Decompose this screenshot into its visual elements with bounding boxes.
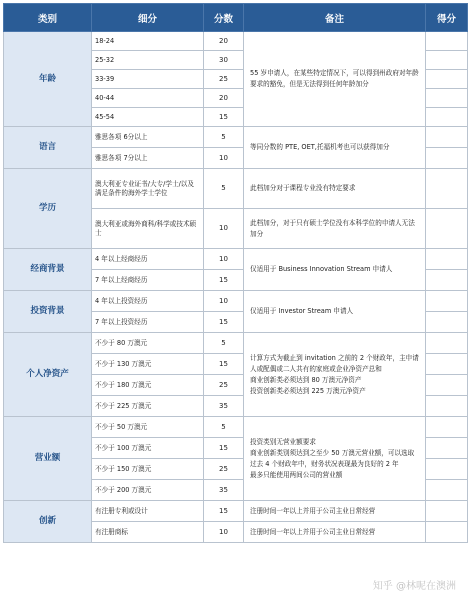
points-cell: 10	[204, 249, 244, 270]
header-category: 类别	[4, 4, 92, 32]
points-cell: 15	[204, 438, 244, 459]
score-cell[interactable]	[426, 209, 468, 249]
note-cell: 此档加分对于课程专业没有特定要求	[244, 169, 426, 209]
note-line: 最多只能使用两间公司的营业额	[250, 470, 343, 479]
score-cell[interactable]	[426, 522, 468, 543]
points-cell: 20	[204, 89, 244, 108]
header-notes: 备注	[244, 4, 426, 32]
score-cell[interactable]	[426, 148, 468, 169]
note-turnover	[244, 417, 426, 501]
table-row	[4, 501, 468, 522]
score-cell[interactable]	[426, 291, 468, 312]
note-cell: 此档加分，对于只有硕士学位没有本科学位的申请人无法加分	[244, 209, 426, 249]
note-line: 投资类别无营业额要求	[250, 437, 316, 446]
score-cell[interactable]	[426, 354, 468, 375]
subitem-cell: 有注册专利或设计	[92, 501, 204, 522]
points-cell: 5	[204, 417, 244, 438]
points-cell: 5	[204, 333, 244, 354]
category-business: 经商背景	[4, 249, 92, 291]
category-language: 语言	[4, 127, 92, 169]
note-net-assets	[244, 333, 426, 417]
points-cell: 15	[204, 270, 244, 291]
points-cell: 25	[204, 375, 244, 396]
subitem-cell: 雅思各项 6分以上	[92, 127, 204, 148]
score-cell[interactable]	[426, 70, 468, 89]
subitem-cell: 不少于 150 万澳元	[92, 459, 204, 480]
category-age: 年龄	[4, 32, 92, 127]
points-cell: 5	[204, 127, 244, 148]
score-cell[interactable]	[426, 108, 468, 127]
points-cell: 35	[204, 396, 244, 417]
score-cell[interactable]	[426, 51, 468, 70]
table-row	[4, 169, 468, 209]
table-row	[4, 127, 468, 148]
score-cell[interactable]	[426, 333, 468, 354]
points-cell: 15	[204, 501, 244, 522]
category-net-assets: 个人净资产	[4, 333, 92, 417]
subitem-cell: 不少于 50 万澳元	[92, 417, 204, 438]
note-line: 计算方式为截止到 invitation 之前的 2 个财政年，主申请人或配偶或二人共有的家庭或企业净资产总和	[250, 353, 419, 373]
note-investment: 仅适用于 Investor Stream 申请人	[244, 291, 426, 333]
points-table-page	[3, 3, 467, 543]
score-cell[interactable]	[426, 480, 468, 501]
subitem-cell: 澳大利亚专业证书/大专/学士/以及满足条件的海外学士学位	[92, 169, 204, 209]
score-cell[interactable]	[426, 375, 468, 396]
subitem-cell: 4 年以上投资经历	[92, 291, 204, 312]
note-cell: 注册时间一年以上并用于公司主业日常经营	[244, 522, 426, 543]
score-cell[interactable]	[426, 459, 468, 480]
note-line: 商业创新类必须达到 80 万澳元净资产	[250, 375, 362, 384]
points-cell: 20	[204, 32, 244, 51]
subitem-cell: 18-24	[92, 32, 204, 51]
subitem-cell: 7 年以上经商经历	[92, 270, 204, 291]
subitem-cell: 雅思各项 7分以上	[92, 148, 204, 169]
score-cell[interactable]	[426, 417, 468, 438]
note-line: 商业创新类别须达到之至少 50 万澳元营业额，可以选取过去 4 个财政年中，财务状况表现最为良好的 2 年	[250, 448, 415, 468]
subitem-cell: 有注册商标	[92, 522, 204, 543]
points-cell: 35	[204, 480, 244, 501]
header-row	[4, 4, 468, 32]
score-cell[interactable]	[426, 312, 468, 333]
subitem-cell: 不少于 100 万澳元	[92, 438, 204, 459]
score-cell[interactable]	[426, 501, 468, 522]
score-cell[interactable]	[426, 270, 468, 291]
category-turnover: 营业额	[4, 417, 92, 501]
points-cell: 15	[204, 312, 244, 333]
score-cell[interactable]	[426, 249, 468, 270]
subitem-cell: 7 年以上投资经历	[92, 312, 204, 333]
subitem-cell: 4 年以上经商经历	[92, 249, 204, 270]
points-cell: 15	[204, 354, 244, 375]
score-cell[interactable]	[426, 438, 468, 459]
points-cell: 10	[204, 522, 244, 543]
points-cell: 30	[204, 51, 244, 70]
subitem-cell: 不少于 225 万澳元	[92, 396, 204, 417]
category-innovation: 创新	[4, 501, 92, 543]
score-cell[interactable]	[426, 89, 468, 108]
note-line: 投资创新类必须达到 225 万澳元净资产	[250, 386, 366, 395]
note-language: 等同分数的 PTE, OET,托福机考也可以获得加分	[244, 127, 426, 169]
points-cell: 25	[204, 459, 244, 480]
subitem-cell: 33-39	[92, 70, 204, 89]
points-cell: 10	[204, 148, 244, 169]
category-investment: 投资背景	[4, 291, 92, 333]
subitem-cell: 25-32	[92, 51, 204, 70]
points-cell: 15	[204, 108, 244, 127]
points-cell: 5	[204, 169, 244, 209]
header-score: 得分	[426, 4, 468, 32]
note-cell: 注册时间一年以上并用于公司主业日常经营	[244, 501, 426, 522]
table-row	[4, 291, 468, 312]
watermark: 知乎 @林呢在澳洲	[372, 581, 456, 592]
table-row	[4, 249, 468, 270]
subitem-cell: 45-54	[92, 108, 204, 127]
score-cell[interactable]	[426, 32, 468, 51]
table-row	[4, 32, 468, 51]
subitem-cell: 澳大利亚或海外商科/科学或技术硕士	[92, 209, 204, 249]
subitem-cell: 不少于 80 万澳元	[92, 333, 204, 354]
subitem-cell: 不少于 200 万澳元	[92, 480, 204, 501]
points-cell: 10	[204, 209, 244, 249]
table-row	[4, 417, 468, 438]
category-education: 学历	[4, 169, 92, 249]
score-cell[interactable]	[426, 396, 468, 417]
table-row	[4, 333, 468, 354]
header-points: 分数	[204, 4, 244, 32]
subitem-cell: 不少于 180 万澳元	[92, 375, 204, 396]
points-cell: 25	[204, 70, 244, 89]
points-table	[3, 3, 468, 543]
subitem-cell: 40-44	[92, 89, 204, 108]
header-subitem: 细分	[92, 4, 204, 32]
score-cell[interactable]	[426, 127, 468, 148]
subitem-cell: 不少于 130 万澳元	[92, 354, 204, 375]
points-cell: 10	[204, 291, 244, 312]
score-cell[interactable]	[426, 169, 468, 209]
note-business: 仅适用于 Business Innovation Stream 申请人	[244, 249, 426, 291]
note-age: 55 岁申请人，在某些特定情况下，可以得到州政府对年龄要求的豁免，但是无法得到任何年龄加分	[244, 32, 426, 127]
